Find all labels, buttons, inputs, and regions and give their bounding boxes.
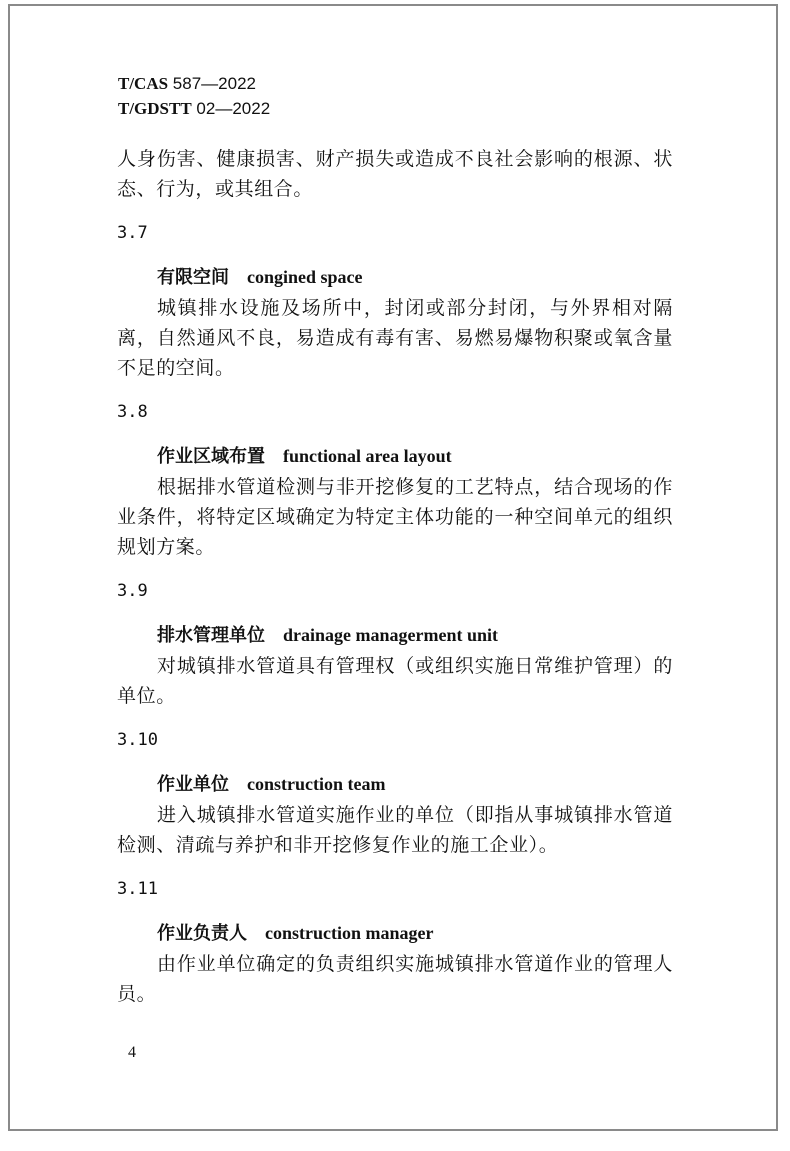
clause-number: 3.7 — [117, 223, 148, 243]
term-english: congined space — [247, 267, 363, 287]
term-english: drainage managerment unit — [283, 625, 498, 645]
term-definition: 城镇排水设施及场所中，封闭或部分封闭，与外界相对隔离，自然通风不良，易造成有毒有害、易燃易爆物积聚或氧含量不足的空间。 — [117, 297, 673, 379]
term-definition: 由作业单位确定的负责组织实施城镇排水管道作业的管理人员。 — [117, 953, 673, 1005]
clause-number: 3.11 — [117, 879, 158, 899]
term-heading — [117, 441, 673, 472]
term-chinese: 作业区域布置 — [157, 446, 265, 467]
standard-code-2: T/GDSTT 02—2022 — [118, 99, 271, 118]
clause-number: 3.10 — [117, 730, 158, 750]
intro-continuation: 人身伤害、健康损害、财产损失或造成不良社会影响的根源、状态、行为，或其组合。 — [117, 148, 673, 200]
term-definition: 根据排水管道检测与非开挖修复的工艺特点，结合现场的作业条件，将特定区域确定为特定主体功能的一种空间单元的组织规划方案。 — [117, 476, 673, 558]
term-heading — [117, 620, 673, 651]
term-definition: 进入城镇排水管道实施作业的单位（即指从事城镇排水管道检测、清疏与养护和非开挖修复作业的施工企业）。 — [117, 804, 673, 856]
clause-number: 3.9 — [117, 581, 148, 601]
standard-header — [118, 71, 270, 121]
term-heading — [117, 769, 673, 800]
term-chinese: 作业单位 — [157, 774, 229, 795]
term-chinese: 有限空间 — [157, 267, 229, 288]
term-chinese: 作业负责人 — [157, 923, 247, 944]
term-english: construction team — [247, 774, 386, 794]
page-number: 4 — [128, 1044, 136, 1061]
standard-code-1: T/CAS 587—2022 — [118, 74, 256, 93]
term-heading — [117, 918, 673, 949]
term-chinese: 排水管理单位 — [157, 625, 265, 646]
clause-number: 3.8 — [117, 402, 148, 422]
term-definition: 对城镇排水管道具有管理权（或组织实施日常维护管理）的单位。 — [117, 655, 673, 707]
document-body — [117, 144, 673, 1009]
term-heading — [117, 262, 673, 293]
term-english: functional area layout — [283, 446, 452, 466]
term-english: construction manager — [265, 923, 434, 943]
